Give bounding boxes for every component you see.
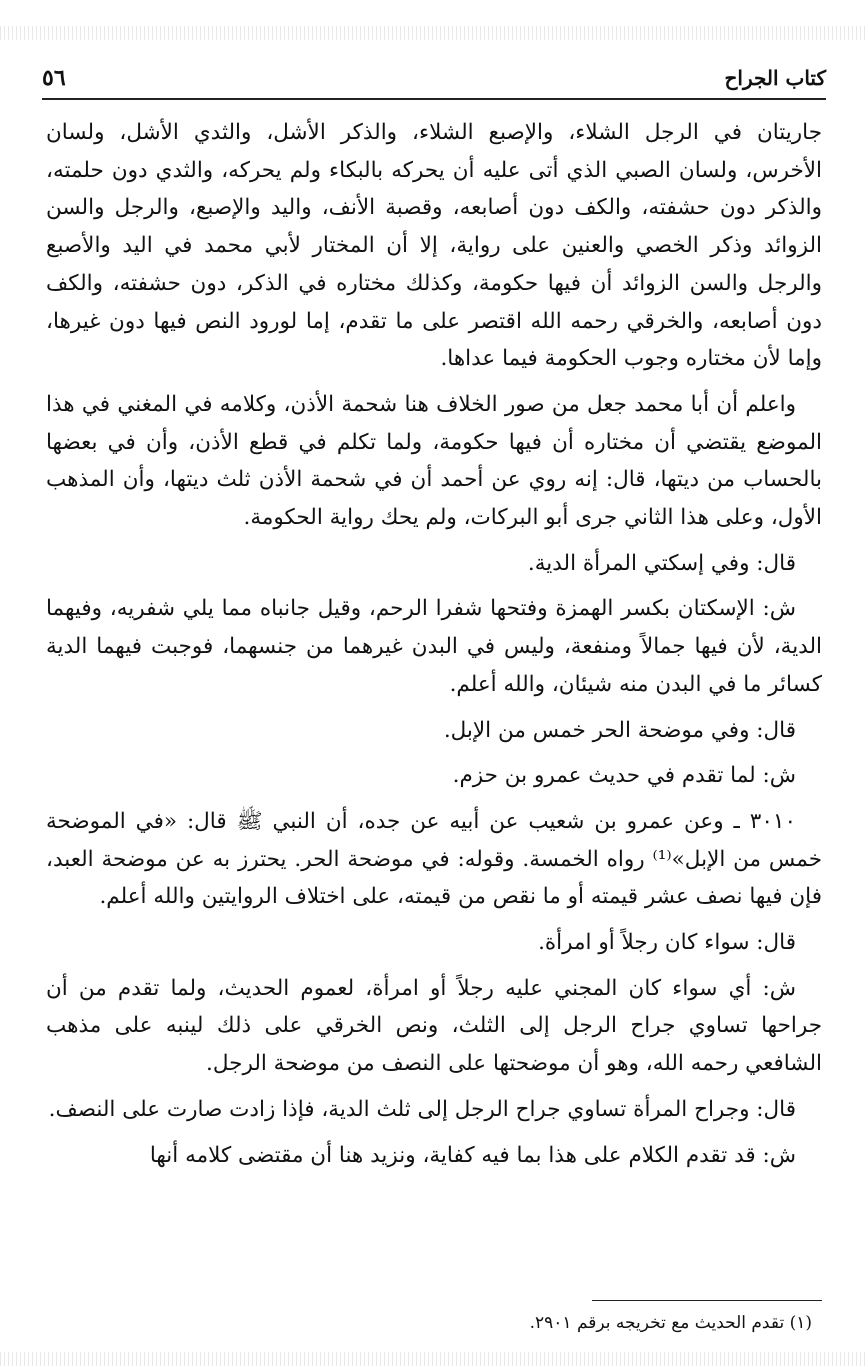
paragraph-2: واعلم أن أبا محمد جعل من صور الخلاف هنا شحمة الأذن، وكلامه في المغني في هذا الموضع يقتضي أن مختاره أن فيها حكومة، ولما تكلم في قطع الأذن، وأن في بعضها بالحساب من ديتها، قال: إنه روي عن أحمد أن في شحمة الأذن ثلث ديتها، وأن المذهب الأول، وعلى هذا الثاني جرى أبو البركات، ولم يحك رواية الحكومة. xyxy=(46,391,822,531)
paragraph-11: ش: قد تقدم الكلام على هذا بما فيه كفاية، ونزيد هنا أن مقتضى كلامه أنها xyxy=(149,1142,796,1168)
book-title: كتاب الجراح xyxy=(724,66,826,90)
scan-edge-bottom xyxy=(0,1352,868,1366)
paragraph-1: جاريتان في الرجل الشلاء، والإصبع الشلاء، والذكر الأشل، والثدي الأشل، ولسان الأخرس، ولسان الصبي الذي أتى عليه أن يحركه بالبكاء ولم يحركه، والثدي دون حلمته، والذكر دون حشفته، والكف دون أصابعه، وقصبة الأنف، واليد والإصبع، والرجل والسن الزوائد وذكر الخصي والعنين على رواية، إلا أن المختار لأبي محمد في اليد والأصبع والرجل والسن الزوائد أن فيها حكومة، وكذلك مختاره في الذكر، دون حشفته، والكف دون أصابعه، والخرقي رحمه الله اقتصر على ما تقدم، إما لورود النص فيها دون غيرها، وإما لأن مختاره وجوب الحكومة فيما عداها. xyxy=(46,120,822,372)
footnote: (١) تقدم الحديث مع تخريجه برقم ٢٩٠١. xyxy=(529,1313,812,1333)
paragraph-7: ٣٠١٠ ـ وعن عمرو بن شعيب عن أبيه عن جده، أن النبي ﷺ قال: «في الموضحة خمس من الإبل»⁽¹⁾ رواه الخمسة. وقوله: في موضحة الحر. يحترز به عن موضحة العبد، فإن فيها نصف عشر قيمته أو ما نقص من قيمته، على اختلاف الروايتين والله أعلم. xyxy=(46,808,823,910)
paragraph-3: قال: وفي إسكتي المرأة الدية. xyxy=(527,550,796,576)
body-text xyxy=(46,114,822,1182)
paragraph-4: ش: الإسكتان بكسر الهمزة وفتحها شفرا الرحم، وقيل جانباه مما يلي شفريه، وفيهما الدية، لأن فيها جمالاً ومنفعة، وليس في البدن غيرهما من جنسهما، فوجبت فيهما الدية كسائر ما في البدن منه شيئان، والله أعلم. xyxy=(46,596,822,697)
paragraph-10: قال: وجراح المرأة تساوي جراح الرجل إلى ثلث الدية، فإذا زادت صارت على النصف. xyxy=(48,1096,796,1122)
paragraph-9: ش: أي سواء كان المجني عليه رجلاً أو امرأة، لعموم الحديث، ولما تقدم من أن جراحها تساوي جراح الرجل إلى الثلث، ونص الخرقي على ذلك لينبه على مذهب الشافعي رحمه الله، وهو أن موضحتها على النصف من موضحة الرجل. xyxy=(46,975,822,1077)
footnote-divider xyxy=(592,1300,822,1301)
scan-edge-top xyxy=(0,26,868,40)
page-number: ٥٦ xyxy=(42,65,66,91)
paragraph-5: قال: وفي موضحة الحر خمس من الإبل. xyxy=(443,717,796,743)
paragraph-8: قال: سواء كان رجلاً أو امرأة. xyxy=(538,930,796,956)
page-header xyxy=(42,58,826,100)
paragraph-6: ش: لما تقدم في حديث عمرو بن حزم. xyxy=(452,763,796,789)
